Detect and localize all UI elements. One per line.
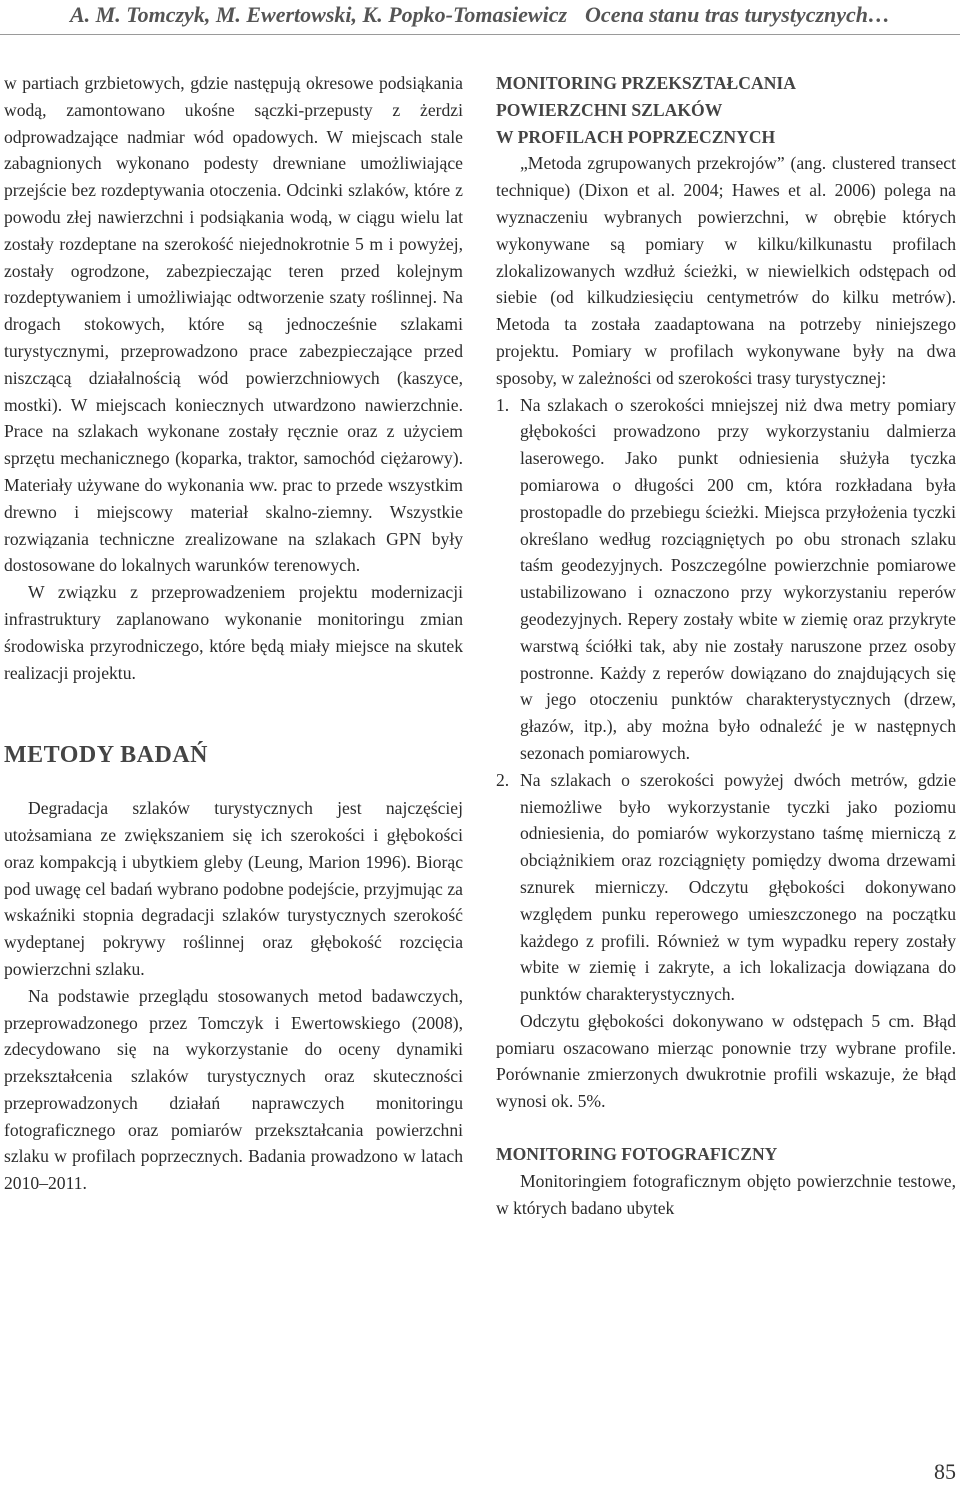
list-item (496, 767, 956, 1008)
page-number: 85 (934, 1459, 956, 1484)
paragraph-monitoring-plan: W związku z przeprowadzeniem projektu modernizacji infrastruktury zaplanowano wykonanie monitoringu zmian środowiska przyrodniczego, które będą miały miejsce na skutek realizacji projektu. (4, 582, 463, 683)
list-item-number: 1. (496, 394, 510, 415)
subheading-photo-monitoring: MONITORING FOTOGRAFICZNY (496, 1144, 778, 1165)
list-item (496, 392, 956, 767)
header-title: Ocena stanu tras turystycznych… (585, 2, 891, 27)
subheading-line-1: MONITORING PRZEKSZTAŁCANIA (496, 73, 796, 93)
left-column (4, 70, 463, 1197)
right-column (496, 70, 956, 1221)
subheading-line-2: POWIERZCHNI SZLAKÓW (496, 99, 723, 120)
paragraph-trail-works: w partiach grzbietowych, gdzie następują okresowe podsiąkania wodą, zamontowano ukośne sączki-przepusty z żerdzi odprowadzające nadmiar wód opadowych. W miejscach stale zabagnionych wykonano podesty drewniane umożliwiające przejście bez rozdeptywania otoczenia. Odcinki szlaków, które z powodu złej nawierzchni i podsiąkania wodą, w ciągu wielu lat zostały rozdeptane na szerokość niejednokrotnie 5 m i powyżej, zostały ogrodzone, zabezpieczając teren przed kolejnym rozdeptywaniem i umożliwiając odtworzenie szaty roślinnej. Na drogach stokowych, które są jednocześnie szlakami turystycznymi, przeprowadzono prace zabezpieczające przed niszczącą działalnością wód powierzchniowych (kaszyce, mostki). W miejscach koniecznych utwardzono nawierzchnie. Prace na szlakach wykonane zostały ręcznie oraz z użyciem sprzętu mechanicznego (koparka, traktor, samochód ciężarowy). Materiały używane do wykonania ww. prac to przede wszystkim drewno i miejscowy materiał skalno-ziemny. Wszystkie rozwiązania techniczne zrealizowane na szlakach GPN były dostosowane do lokalnych warunków terenowych. (4, 73, 463, 576)
measurement-methods-list (496, 392, 956, 1008)
paragraph-clustered-transect: „Metoda zgrupowanych przekrojów” (ang. clustered transect technique) (Dixon et al. 2004; Hawes et al. 2006) polega na wyznaczeniu wybranych powierzchni, w obrębie których wykonywane są pomiary w kilku/kilkunastu profilach zlokalizowanych wzdłuż ścieżki, w niewielkich odstępach od siebie (od kilkudziesięciu centymetrów do kilku metrów). Metoda ta została zaadaptowana na potrzeby niniejszego projektu. Pomiary w profilach wykonywane były na dwa sposoby, w zależności od szerokości trasy turystycznej: (496, 153, 956, 388)
section-heading-methods: METODY BADAŃ (4, 742, 209, 769)
list-item-number: 2. (496, 769, 510, 790)
header-rule (0, 34, 960, 35)
paragraph-measurement-error: Odczytu głębokości dokonywano w odstępach 5 cm. Błąd pomiaru oszacowano mierząc ponownie trzy wybrane profile. Porównanie zmierzonych dwukrotnie profili wskazuje, że błąd wynosi ok. 5%. (496, 1010, 956, 1112)
paragraph-photo-monitoring: Monitoringiem fotograficznym objęto powierzchnie testowe, w których badano ubytek (496, 1170, 956, 1218)
header-authors: A. M. Tomczyk, M. Ewertowski, K. Popko-Tomasiewicz (69, 2, 568, 27)
list-item-text: Na szlakach o szerokości mniejszej niż dwa metry pomiary głębokości prowadzono przy wykorzystaniu dalmierza laserowego. Jako punkt odniesienia służyła tyczka pomiarowa o długości 200 cm, która rozkładana była prostopadle do przebiegu ścieżki. Miejsca przyłożenia tyczki określano według rozciągniętych po obu stronach szlaku taśm geodezyjnych. Poszczególne powierzchnie pomiarowe ustabilizowano i oznaczono przy wykorzystaniu reperów geodezyjnych. Repery zostały wbite w ziemię oraz przykryte warstwą ściółki tak, aby nie zostały naruszone przez osoby postronne. Każdy z reperów dowiązano do znajdujących się w jego otoczeniu punktów charakterystycznych (drzew, głazów, itp.), aby można było odnaleźć je w następnych sezonach pomiarowych. (520, 394, 956, 763)
list-item-text: Na szlakach o szerokości powyżej dwóch metrów, gdzie niemożliwe było wykorzystanie tyczki jako poziomu odniesienia, do pomiarów wykorzystano taśmę mierniczą z obciążnikiem oraz rozciągnięty pomiędzy dwoma drzewami sznurek mierniczy. Odczytu głębokości dokonywano względem punku reperowego umieszczonego na początku każdego z profili. Również w tym wypadku repery zostały wbite w ziemię i zakryte, a ich lokalizacja dowiązana do punktów charakterystycznych. (520, 769, 956, 1005)
subheading-profile-monitoring (496, 70, 956, 150)
paragraph-methods-review: Na podstawie przeglądu stosowanych metod badawczych, przeprowadzonego przez Tomczyk i Ewertowskiego (2008), zdecydowano się na wykorzystanie do oceny dynamiki przekształcenia szlaków turystycznych oraz skuteczności przeprowadzonych działań naprawczych monitoringu fotograficznego oraz pomiarów przekształcania powierzchni szlaku w profilach poprzecznych. Badania prowadzono w latach 2010–2011. (4, 985, 463, 1194)
paragraph-degradation: Degradacja szlaków turystycznych jest najczęściej utożsamiana ze zwiększaniem się ich szerokości i głębokości oraz kompakcją i ubytkiem gleby (Leung, Marion 1996). Biorąc pod uwagę cel badań wybrano podobne podejście, przyjmując za wskaźniki stopnia degradacji szlaków turystycznych szerokość wydeptanej pokrywy roślinnej oraz głębokość rozcięcia powierzchni szlaku. (4, 798, 463, 979)
running-header (0, 2, 960, 28)
subheading-line-3: W PROFILACH POPRZECZNYCH (496, 126, 776, 147)
